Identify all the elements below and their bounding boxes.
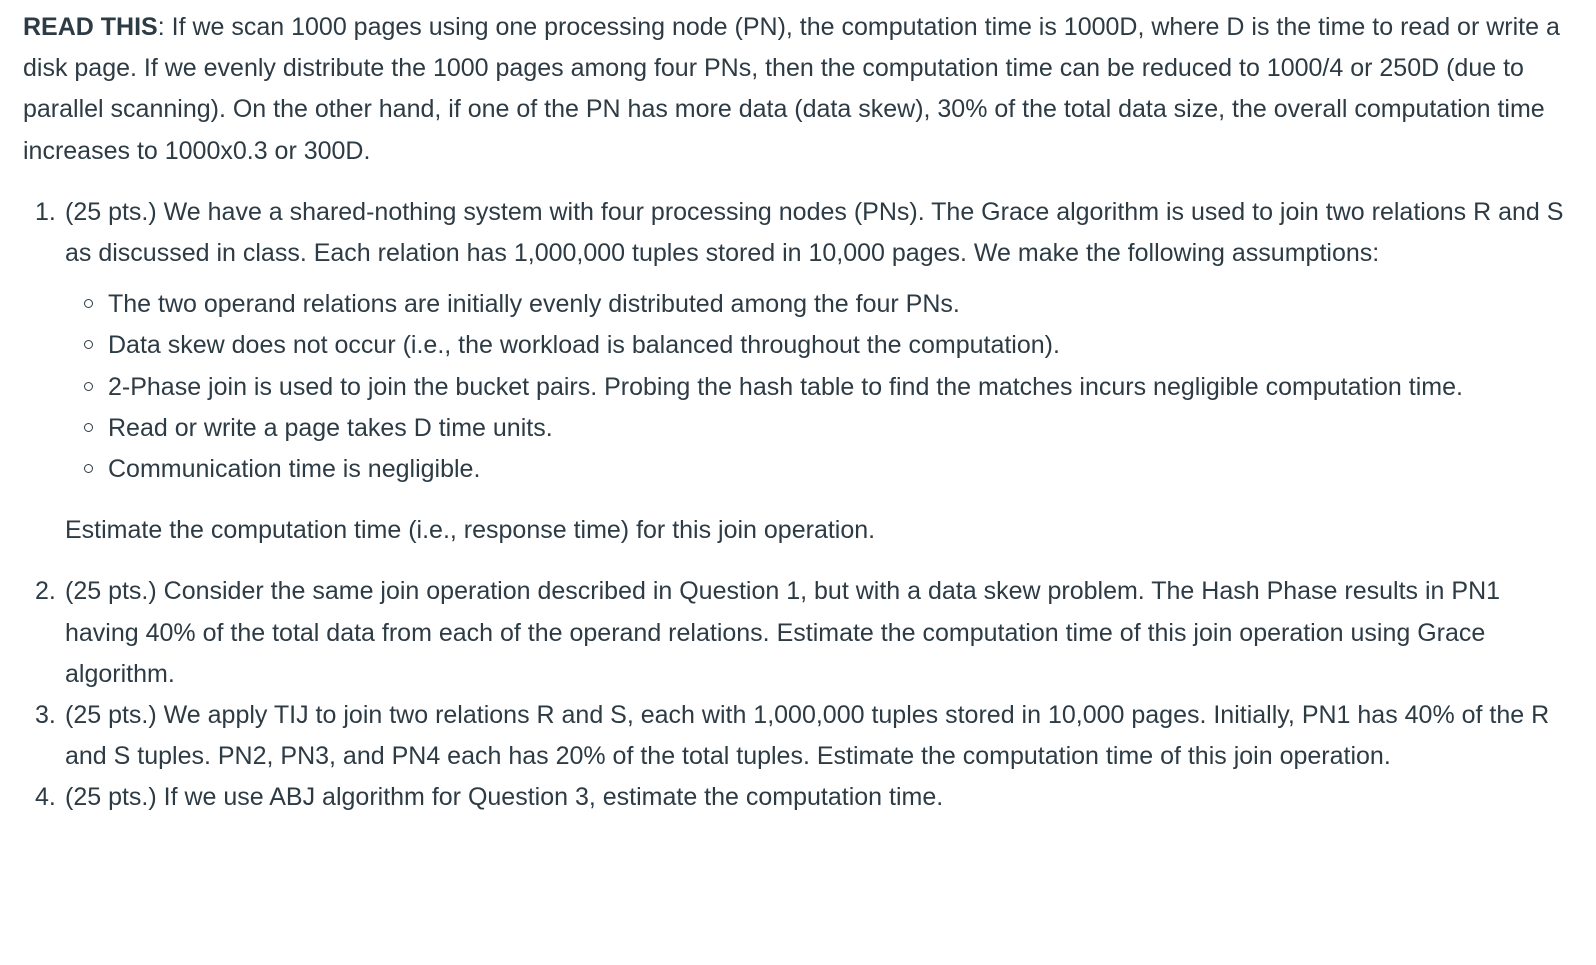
list-item [108,408,1576,449]
question-text: (25 pts.) We apply TIJ to join two relations R and S, each with 1,000,000 tuples stored in 10,000 pages. Initially, PN1 has 40% of the R and S tuples. PN2, PN3, and PN4 each has 20% of the total tuples. Estimate the computation time of this join operation. [65,701,1550,771]
question-2 [35,571,1576,695]
list-item [108,367,1576,408]
circle-bullet-icon [84,464,93,473]
question-1 [35,192,1576,552]
question-number: 3. [35,701,56,730]
question-text: (25 pts.) If we use ABJ algorithm for Question 3, estimate the computation time. [65,783,944,812]
question-estimate: Estimate the computation time (i.e., response time) for this join operation. [65,516,876,545]
assumption-text: 2-Phase join is used to join the bucket pairs. Probing the hash table to find the matches incurs negligible computation time. [108,372,1463,401]
intro-paragraph [23,7,1576,172]
list-item [108,284,1576,325]
circle-bullet-icon [84,423,93,432]
question-text: (25 pts.) We have a shared-nothing system with four processing nodes (PNs). The Grace algorithm is used to join two relations R and S as discussed in class. Each relation has 1,000,000 tuples stored in 10,000 pages. We make the following assumptions: [65,197,1564,268]
list-item [108,325,1576,366]
question-list [23,192,1576,819]
question-number: 4. [35,783,56,812]
assumption-list [65,284,1576,490]
question-number: 2. [35,577,56,606]
intro-text: : If we scan 1000 pages using one processing node (PN), the computation time is 1000D, where D is the time to read or write a disk page. If we evenly distribute the 1000 pages among four PNs, then the computation time can be reduced to 1000/4 or 250D (due to parallel scanning). On the other hand, if one of the PN has more data (data skew), 30% of the total data size, the overall computation time increases to 1000x0.3 or 300D. [23,13,1560,165]
list-item [108,449,1576,490]
circle-bullet-icon [84,382,93,391]
question-4 [35,777,1576,818]
question-number: 1. [35,197,56,226]
assumption-text: Read or write a page takes D time units. [108,413,553,442]
question-3 [35,695,1576,777]
question-text: (25 pts.) Consider the same join operation described in Question 1, but with a data skew problem. The Hash Phase results in PN1 having 40% of the total data from each of the operand relations. Estimate the computation time of this join operation using Grace algorithm. [65,577,1501,688]
circle-bullet-icon [84,299,93,308]
assumption-text: The two operand relations are initially evenly distributed among the four PNs. [108,290,960,319]
assumption-text: Communication time is negligible. [108,455,481,484]
assumption-text: Data skew does not occur (i.e., the workload is balanced throughout the computation). [108,331,1060,360]
circle-bullet-icon [84,340,93,349]
intro-label: READ THIS [23,13,158,41]
